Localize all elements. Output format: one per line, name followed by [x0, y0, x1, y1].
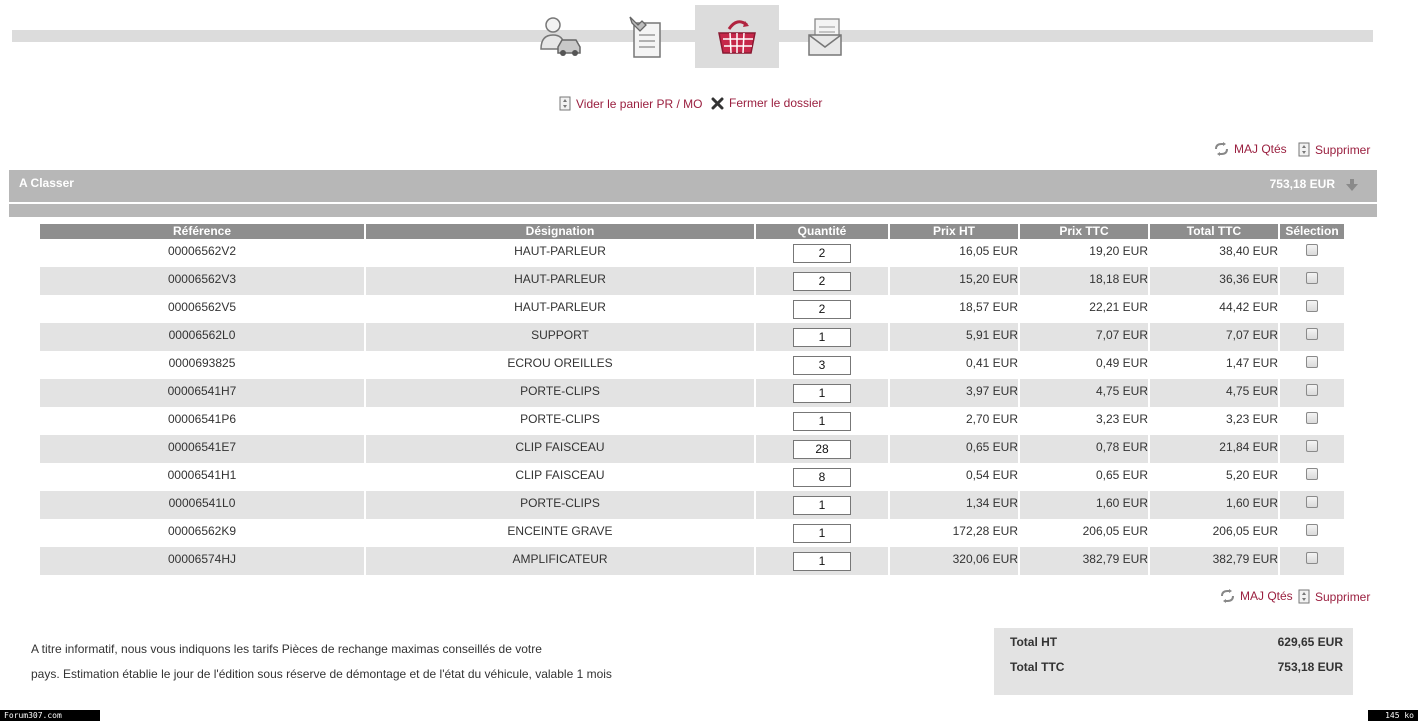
header-quantity: Quantité — [755, 224, 889, 239]
cell-reference: 00006562V3 — [40, 267, 365, 295]
basket-icon — [715, 15, 759, 59]
cell-reference: 0000693825 — [40, 351, 365, 379]
selection-checkbox[interactable] — [1306, 496, 1318, 508]
cell-designation: CLIP FAISCEAU — [365, 435, 755, 463]
cell-reference: 00006562V2 — [40, 239, 365, 267]
quantity-input[interactable]: 1 — [793, 328, 851, 347]
cell-price-ht: 18,57 EUR — [889, 295, 1019, 323]
selection-checkbox[interactable] — [1306, 412, 1318, 424]
cell-reference: 00006574HJ — [40, 547, 365, 575]
cell-price-ht: 5,91 EUR — [889, 323, 1019, 351]
cell-price-ht: 1,34 EUR — [889, 491, 1019, 519]
cell-designation: HAUT-PARLEUR — [365, 267, 755, 295]
cell-price-ttc: 206,05 EUR — [1019, 519, 1149, 547]
cell-price-ht: 2,70 EUR — [889, 407, 1019, 435]
cell-designation: ECROU OREILLES — [365, 351, 755, 379]
quantity-input[interactable]: 2 — [793, 272, 851, 291]
table-row — [40, 379, 1344, 407]
total-ht-value: 629,65 EUR — [1277, 635, 1343, 649]
table-row — [40, 295, 1344, 323]
cell-designation: HAUT-PARLEUR — [365, 239, 755, 267]
cell-total-ttc: 206,05 EUR — [1149, 519, 1279, 547]
cell-price-ttc: 18,18 EUR — [1019, 267, 1149, 295]
cell-total-ttc: 38,40 EUR — [1149, 239, 1279, 267]
step-progress-bar — [12, 30, 1373, 42]
cell-total-ttc: 21,84 EUR — [1149, 435, 1279, 463]
cell-reference: 00006541P6 — [40, 407, 365, 435]
cell-price-ttc: 0,78 EUR — [1019, 435, 1149, 463]
selection-checkbox[interactable] — [1306, 384, 1318, 396]
quantity-input[interactable]: 1 — [793, 384, 851, 403]
cell-price-ttc: 0,49 EUR — [1019, 351, 1149, 379]
cell-total-ttc: 1,60 EUR — [1149, 491, 1279, 519]
cell-price-ht: 3,97 EUR — [889, 379, 1019, 407]
table-header-row — [40, 224, 1344, 239]
table-row — [40, 491, 1344, 519]
quantity-input[interactable]: 2 — [793, 300, 851, 319]
mail-document-icon — [803, 15, 847, 59]
table-row — [40, 547, 1344, 575]
cell-designation: SUPPORT — [365, 323, 755, 351]
empty-basket-link[interactable] — [559, 96, 703, 111]
cell-price-ttc: 1,60 EUR — [1019, 491, 1149, 519]
close-file-label: Fermer le dossier — [729, 96, 823, 110]
selection-checkbox[interactable] — [1306, 524, 1318, 536]
cell-total-ttc: 1,47 EUR — [1149, 351, 1279, 379]
delete-link-bottom[interactable] — [1298, 589, 1370, 604]
cell-reference: 00006562V5 — [40, 295, 365, 323]
delete-link-top[interactable] — [1298, 142, 1370, 157]
delete-label: Supprimer — [1315, 589, 1371, 604]
quantity-input[interactable]: 1 — [793, 412, 851, 431]
cell-reference: 00006562K9 — [40, 519, 365, 547]
quantity-input[interactable]: 8 — [793, 468, 851, 487]
cell-price-ht: 15,20 EUR — [889, 267, 1019, 295]
selection-checkbox[interactable] — [1306, 300, 1318, 312]
header-designation: Désignation — [365, 224, 755, 239]
cell-reference: 00006541E7 — [40, 435, 365, 463]
arrow-down-icon[interactable] — [1345, 178, 1359, 192]
cell-price-ttc: 22,21 EUR — [1019, 295, 1149, 323]
step-mail[interactable] — [783, 5, 867, 68]
cell-reference: 00006562L0 — [40, 323, 365, 351]
cell-price-ttc: 382,79 EUR — [1019, 547, 1149, 575]
total-ttc-value: 753,18 EUR — [1277, 660, 1343, 674]
watermark-left: Forum307.com — [0, 710, 100, 721]
table-row — [40, 435, 1344, 463]
update-qty-link-top[interactable] — [1214, 142, 1287, 156]
watermark-right: 145 ko — [1368, 710, 1418, 721]
cell-designation: AMPLIFICATEUR — [365, 547, 755, 575]
cell-price-ttc: 0,65 EUR — [1019, 463, 1149, 491]
cell-total-ttc: 36,36 EUR — [1149, 267, 1279, 295]
cell-designation: CLIP FAISCEAU — [365, 463, 755, 491]
selection-checkbox[interactable] — [1306, 328, 1318, 340]
cell-reference: 00006541H1 — [40, 463, 365, 491]
table-row — [40, 239, 1344, 267]
step-client-vehicle[interactable] — [518, 5, 602, 68]
table-row — [40, 407, 1344, 435]
header-total-ttc: Total TTC — [1149, 224, 1279, 239]
empty-basket-label: Vider le panier PR / MO — [576, 96, 703, 111]
step-basket[interactable] — [695, 5, 779, 68]
cell-price-ttc: 3,23 EUR — [1019, 407, 1149, 435]
total-ttc-label: Total TTC — [1010, 660, 1065, 674]
cell-price-ht: 0,65 EUR — [889, 435, 1019, 463]
section-header[interactable] — [9, 170, 1377, 202]
update-qty-link-bottom[interactable] — [1220, 589, 1293, 603]
cell-total-ttc: 4,75 EUR — [1149, 379, 1279, 407]
table-row — [40, 351, 1344, 379]
selection-checkbox[interactable] — [1306, 272, 1318, 284]
quantity-input[interactable]: 3 — [793, 356, 851, 375]
header-price-ht: Prix HT — [889, 224, 1019, 239]
table-row — [40, 267, 1344, 295]
selection-checkbox[interactable] — [1306, 552, 1318, 564]
table-row — [40, 463, 1344, 491]
cell-reference: 00006541H7 — [40, 379, 365, 407]
parts-table — [40, 224, 1344, 575]
cell-price-ttc: 7,07 EUR — [1019, 323, 1149, 351]
cell-total-ttc: 7,07 EUR — [1149, 323, 1279, 351]
total-ht-label: Total HT — [1010, 635, 1058, 649]
user-car-icon — [538, 15, 582, 59]
cell-total-ttc: 44,42 EUR — [1149, 295, 1279, 323]
close-icon — [711, 97, 724, 110]
selection-checkbox[interactable] — [1306, 356, 1318, 368]
trash-icon — [1298, 142, 1310, 157]
refresh-icon — [1220, 589, 1235, 603]
header-reference: Référence — [40, 224, 365, 239]
step-estimate[interactable] — [604, 5, 688, 68]
cell-price-ttc: 19,20 EUR — [1019, 239, 1149, 267]
totals-box — [994, 628, 1353, 695]
cell-price-ht: 172,28 EUR — [889, 519, 1019, 547]
cell-designation: ENCEINTE GRAVE — [365, 519, 755, 547]
section-divider — [9, 204, 1377, 217]
selection-checkbox[interactable] — [1306, 440, 1318, 452]
cell-price-ht: 16,05 EUR — [889, 239, 1019, 267]
update-qty-label: MAJ Qtés — [1240, 589, 1293, 603]
delete-label: Supprimer — [1315, 142, 1371, 157]
table-row — [40, 519, 1344, 547]
cell-price-ht: 0,54 EUR — [889, 463, 1019, 491]
selection-checkbox[interactable] — [1306, 244, 1318, 256]
cell-total-ttc: 3,23 EUR — [1149, 407, 1279, 435]
close-file-link[interactable] — [711, 96, 822, 110]
header-price-ttc: Prix TTC — [1019, 224, 1149, 239]
cell-total-ttc: 382,79 EUR — [1149, 547, 1279, 575]
cell-designation: HAUT-PARLEUR — [365, 295, 755, 323]
quantity-input[interactable]: 1 — [793, 496, 851, 515]
cell-designation: PORTE-CLIPS — [365, 379, 755, 407]
cell-designation: PORTE-CLIPS — [365, 491, 755, 519]
quantity-input[interactable]: 1 — [793, 552, 851, 571]
refresh-icon — [1214, 142, 1229, 156]
cell-price-ht: 0,41 EUR — [889, 351, 1019, 379]
quantity-input[interactable]: 2 — [793, 244, 851, 263]
cell-price-ttc: 4,75 EUR — [1019, 379, 1149, 407]
section-amount: 753,18 EUR — [1269, 177, 1335, 191]
cell-designation: PORTE-CLIPS — [365, 407, 755, 435]
document-wrench-icon — [624, 13, 668, 61]
trash-icon — [1298, 589, 1310, 604]
selection-checkbox[interactable] — [1306, 468, 1318, 480]
section-title: A Classer — [19, 176, 74, 190]
cell-total-ttc: 5,20 EUR — [1149, 463, 1279, 491]
cell-reference: 00006541L0 — [40, 491, 365, 519]
trash-icon — [559, 96, 571, 111]
table-row — [40, 323, 1344, 351]
info-text-line-1: A titre informatif, nous vous indiquons les tarifs Pièces de rechange maximas conseillés de votre — [31, 642, 542, 656]
header-selection: Sélection — [1279, 224, 1344, 239]
cell-price-ht: 320,06 EUR — [889, 547, 1019, 575]
quantity-input[interactable]: 1 — [793, 524, 851, 543]
info-text-line-2: pays. Estimation établie le jour de l'édition sous réserve de démontage et de l'état du véhicule, valable 1 mois — [31, 667, 612, 681]
update-qty-label: MAJ Qtés — [1234, 142, 1287, 156]
quantity-input[interactable]: 28 — [793, 440, 851, 459]
